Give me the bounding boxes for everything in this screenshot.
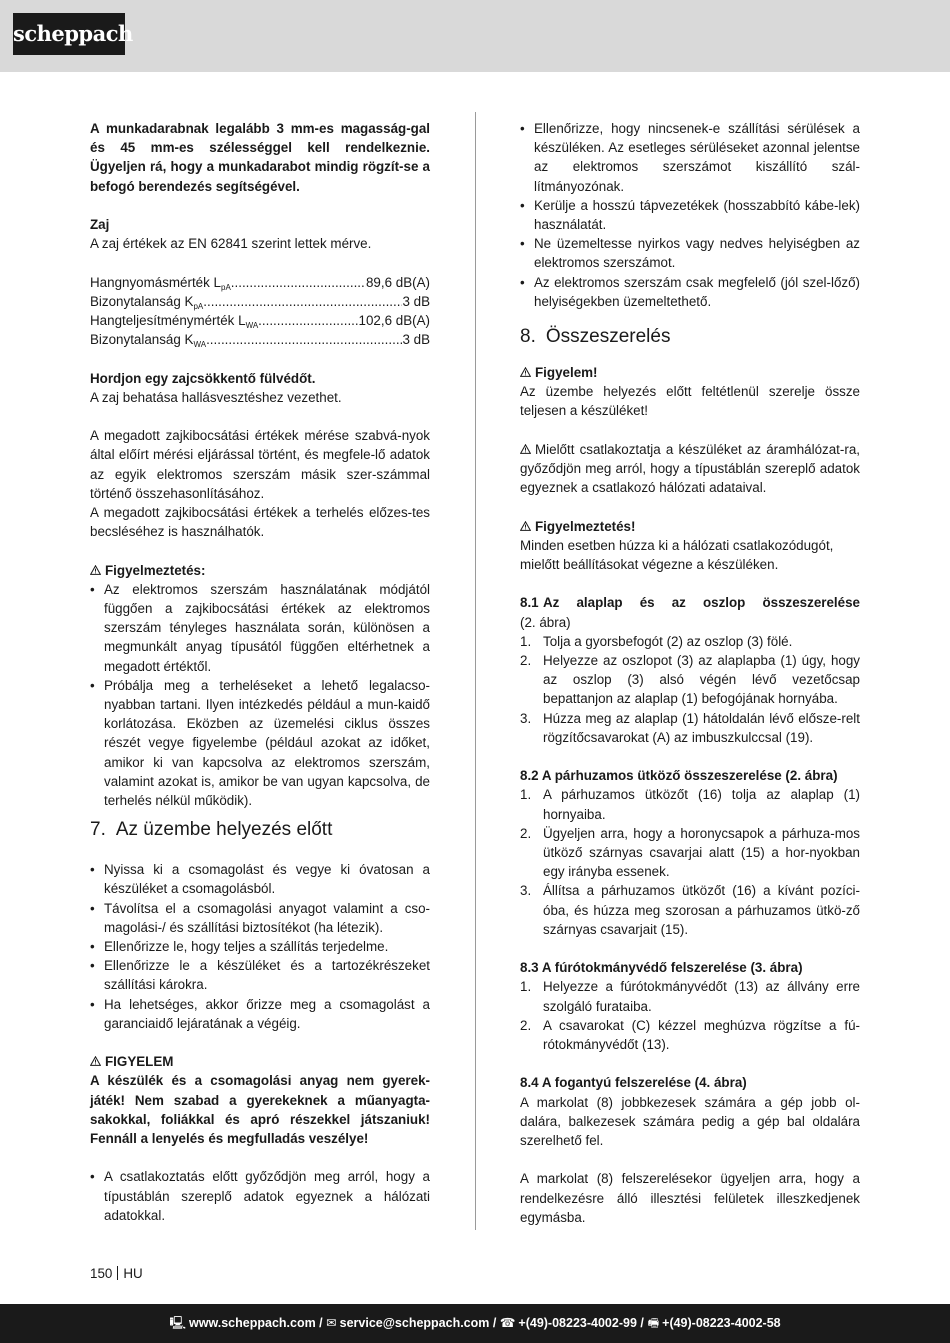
- attention-title: Figyelem!: [535, 365, 598, 381]
- spec-row: [90, 330, 430, 349]
- spec-value: 102,6 dB(A): [358, 313, 430, 328]
- attention-text: Az üzembe helyezés előtt feltétlenül szerelje össze teljesen a készüléket!: [520, 384, 860, 419]
- caution-heading: [90, 1052, 430, 1071]
- spec-row: [90, 292, 430, 311]
- spec-value: 3 dB: [402, 332, 430, 348]
- list-item: 1. A párhuzamos ütközőt (16) tolja az alaplap (1) hornyaiba.: [520, 787, 860, 822]
- fax-icon: 🖷: [647, 1316, 660, 1330]
- warning-triangle-icon: [520, 367, 531, 377]
- list-item: • Távolítsa el a csomagolási anyagot valamint a cso-magolási-/ és szállítási biztosítékot (ha létezik).: [90, 899, 430, 937]
- spec-label: Hangteljesítménymérték L: [90, 313, 246, 328]
- footer-web: www.scheppach.com /: [189, 1316, 323, 1330]
- footer-email: service@scheppach.com /: [339, 1316, 497, 1330]
- section-7-list: [90, 860, 430, 1033]
- section-title: Összeszerelés: [545, 326, 671, 348]
- list-item: 1. Helyezze a fúrótokmányvédőt (13) az állvány erre szolgáló furataiba.: [520, 979, 860, 1014]
- subsection-8-2-heading: 8.2 A párhuzamos ütköző összeszerelése (2. ábra): [520, 768, 838, 784]
- list-item: • Ellenőrizze le a készüléket és a tartozékrészeket szállítási károkra.: [90, 956, 430, 994]
- leader-dots: [231, 273, 366, 292]
- leader-dots: [203, 292, 402, 311]
- scheppach-logo: scheppach: [13, 13, 125, 55]
- spec-row: [90, 273, 430, 292]
- list-item: • Ha lehetséges, akkor őrizze meg a csomagolást a garanciaidő lejáratának a végéig.: [90, 995, 430, 1033]
- warning-list: [90, 580, 430, 810]
- subsection-8-3-steps: [520, 977, 860, 1054]
- caution-title: FIGYELEM: [105, 1054, 174, 1070]
- warning-triangle-icon: [520, 444, 531, 454]
- column-divider: [475, 112, 476, 1230]
- list-item: 1. Tolja a gyorsbefogót (2) az oszlop (3) fölé.: [520, 633, 793, 649]
- before-connect-text: [520, 440, 860, 498]
- list-item: • A csatlakoztatás előtt győződjön meg arról, hogy a típustáblán szereplő adatok egyeznek a hálózati adatokkal.: [90, 1167, 430, 1225]
- warning2-heading: [520, 517, 860, 536]
- emission-paragraph-1: A megadott zajkibocsátási értékek mérése szabvá-nyok által előírt mérési eljárással történt, és megfele-lő adatok az egyik elektromos szerszám másik szer-számmal történő összehasonlításához.: [90, 428, 430, 501]
- leader-dots: [206, 330, 402, 349]
- warning-heading: [90, 561, 430, 580]
- subsection-8-4-heading: 8.4 A fogantyú felszerelése (4. ábra): [520, 1075, 747, 1091]
- spec-value: 3 dB: [402, 293, 430, 309]
- leader-dots: [258, 311, 358, 330]
- subsection-8-4-text-2: A markolat (8) felszerelésekor ügyeljen arra, hogy a rendelkezésre álló illesztési felületek illeszkedjenek egymásba.: [520, 1171, 860, 1225]
- subsection-8-1-heading: [520, 593, 860, 612]
- list-item: 2. Ügyeljen arra, hogy a horonycsapok a párhuza-mos ütköző szárnyas csavarjai alatt (15) a hor-nyokban egy irányba essenek.: [520, 825, 860, 880]
- subsection-title-line2: (2. ábra): [520, 614, 571, 630]
- footer-fax: +(49)-08223-4002-58: [662, 1316, 781, 1330]
- subsection-title: Az alaplap és az oszlop összeszerelése: [543, 595, 860, 611]
- footer-phone: +(49)-08223-4002-99 /: [518, 1316, 644, 1330]
- hearing-text: A zaj behatása hallásvesztéshez vezethet.: [90, 389, 342, 405]
- warning2-title: Figyelmeztetés!: [535, 518, 636, 534]
- footer-bar: [0, 1304, 950, 1343]
- spec-label: Bizonytalanság K: [90, 332, 194, 348]
- subsection-8-1-steps: [520, 632, 860, 747]
- warning-triangle-icon: [90, 1056, 101, 1066]
- section-number: 8.: [520, 326, 536, 348]
- mail-icon: ✉: [326, 1316, 337, 1330]
- subsection-8-2-steps: [520, 785, 860, 939]
- computer-icon: 🖳: [169, 1316, 187, 1330]
- list-item: 3. Állítsa a párhuzamos ütközőt (16) a kívánt pozíci-óba, és húzza meg szorosan a párhuzamos ütkö-ző szárnyas csavarjait (15).: [520, 883, 860, 937]
- section-title: Az üzembe helyezés előtt: [115, 819, 333, 841]
- section-7-heading: [90, 818, 430, 842]
- before-connect-body: Mielőtt csatlakoztatja a készüléket az áramhálózat-ra, győződjön meg arról, hogy a típustáblán szereplő adatok egyeznek a csatlakozó hálózati adataival.: [520, 441, 860, 496]
- list-item: 2. A csavarokat (C) kézzel meghúzva rögzítse a fú-rótokmányvédőt (13).: [520, 1017, 860, 1053]
- subsection-8-3-heading: 8.3 A fúrótokmányvédő felszerelése (3. ábra): [520, 960, 803, 976]
- caution-bold-text: A készülék és a csomagolási anyag nem gyerek-játék! Nem szabad a gyerekeknek a műanyagta-sakokkal, foliákkal és apró részekkel játszaniuk! Fennáll a lenyelés és megfulladás veszélye!: [90, 1073, 430, 1147]
- page-number-value: 150: [90, 1266, 113, 1281]
- phone-icon: ☎: [499, 1316, 516, 1330]
- list-item: • Nyissa ki a csomagolást és vegye ki óvatosan a készüléket a csomagolásból.: [90, 860, 430, 898]
- list-item: 2. Helyezze az oszlopot (3) az alaplapba (1) úgy, hogy az oszlop (3) alsó végén lévő vezetőcsap bepattanjon az alaplap (1) befogójának hornyába.: [520, 653, 860, 707]
- spec-label: Hangnyomásmérték L: [90, 274, 221, 290]
- spec-row: [90, 311, 430, 330]
- attention-heading: [520, 363, 860, 382]
- spec-sub: pA: [193, 301, 204, 311]
- section-number: 7.: [90, 819, 106, 841]
- right-column: [520, 119, 860, 1227]
- left-column: [90, 119, 430, 1225]
- list-item: • Kerülje a hosszú tápvezetékek (hosszabbító kábe-lek) használatát.: [520, 196, 860, 234]
- list-item: • Ne üzemeltesse nyirkos vagy nedves helyiségben az elektromos szerszámot.: [520, 234, 860, 272]
- page-language: HU: [123, 1266, 143, 1281]
- list-item: • Próbálja meg a terheléseket a lehető legalacso-nyabban tartani. Ilyen intézkedés például a mun-kaidő korlátozása. Eközben az üzemelési ciklus összes részét vegye figyelembe (például azokat az időket, amikor ki van kapcsolva az elektromos szerszám, valamint azokat is, amikor be van ugyan kapcsolva, de terhelés nélkül működik).: [90, 676, 430, 810]
- page-separator: [117, 1266, 118, 1280]
- spec-sub: pA: [221, 282, 231, 292]
- warning-title: Figyelmeztetés:: [105, 562, 206, 578]
- list-item: • Ellenőrizze, hogy nincsenek-e szállítási sérülések a készüléken. Az esetleges sérüléseket azonnal jelentse az elektromos szerszámot kiszállító szál-lítmányozónak.: [520, 119, 860, 196]
- header-bar: [0, 0, 950, 72]
- noise-specs: [90, 273, 430, 350]
- noise-text: A zaj értékek az EN 62841 szerint lettek mérve.: [90, 236, 372, 252]
- hearing-protection-bold: Hordjon egy zajcsökkentő fülvédőt.: [90, 370, 316, 386]
- spec-value: 89,6 dB(A): [365, 274, 430, 290]
- subsection-8-4-text-1: A markolat (8) jobbkezesek számára a gép jobb ol-dalára, balkezesek számára pedig a gép bal oldalára szerelhető fel.: [520, 1094, 860, 1149]
- final-list: [90, 1167, 430, 1225]
- list-item: 3. Húzza meg az alaplap (1) hátoldalán lévő elősze-relt rögzítőcsavarokat (A) az imbuszkulccsal (19).: [520, 710, 860, 745]
- page-number: [90, 1264, 143, 1283]
- spec-sub: WA: [193, 340, 207, 350]
- list-item: • Az elektromos szerszám csak megfelelő (jól szel-lőző) helyiségekben üzemeltethető.: [520, 273, 860, 311]
- emission-paragraph-2: A megadott zajkibocsátási értékek a terhelés előzes-tes becsléséhez is használhatók.: [90, 505, 430, 540]
- section-8-heading: [520, 325, 860, 349]
- noise-title: Zaj: [90, 217, 110, 232]
- list-item: • Ellenőrizze le, hogy teljes a szállítás terjedelme.: [90, 937, 430, 956]
- top-list: [520, 119, 860, 311]
- warning-triangle-icon: [520, 521, 531, 531]
- warning-triangle-icon: [90, 565, 101, 575]
- list-item: • Az elektromos szerszám használatának módjától függően a zajkibocsátási értékek az elektromos szerszám tényleges használata során, különösen a megmunkált anyag típusától függően eltérhetnek a megadott értéktől.: [90, 580, 430, 676]
- spec-sub: WA: [245, 321, 259, 330]
- spec-label: Bizonytalanság K: [90, 293, 194, 309]
- warning2-text: Minden esetben húzza ki a hálózati csatlakozódugót, mielőtt beállításokat végezne a készüléken.: [520, 537, 834, 573]
- intro-bold-text: A munkadarabnak legalább 3 mm-es magasság-gal és 45 mm-es szélességgel kell rendelkeznie. Ügyeljen rá, hogy a munkadarabot mindig rögzít-se a befogó berendezés segítségével.: [90, 121, 430, 194]
- subsection-number: 8.1: [520, 595, 539, 611]
